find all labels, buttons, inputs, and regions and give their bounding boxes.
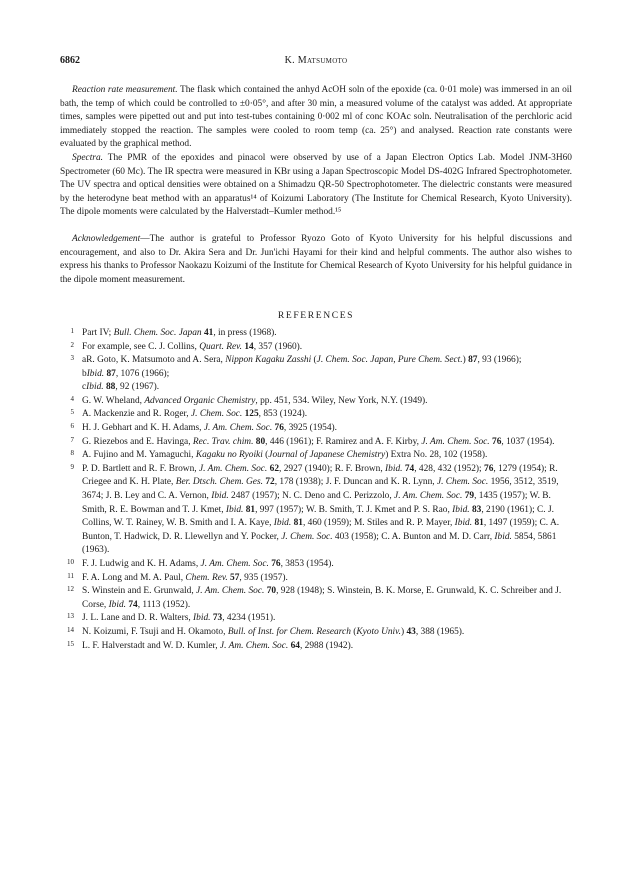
page-header	[60, 54, 572, 70]
reference-number: 11	[67, 571, 74, 580]
paragraph-text: The PMR of the epoxides and pinacol were observed by use of a Japan Electron Optics Lab. Model JNM-3H60 Spectrometer (60 Mc). The IR spectra were measured in KBr using a Japan Spectroscopic Model DS-402G Infrared Spectrophotometer. The UV spectra and optical densities were obtained on a Shimadzu QR-50 Spectrophotometer. The dielectric constants were measured by the heterodyne beat method with an apparatus¹⁴ of Koizumi Laboratory (The Institute for Chemical Research, Kyoto University). The dipole moments were calculated by the Halverstadt–Kumler method.¹⁵	[60, 152, 572, 218]
reference-text: P. D. Bartlett and R. F. Brown, J. Am. Chem. Soc. 62, 2927 (1940); R. F. Brown, Ibid. 74, 428, 432 (1952); 76, 1279 (1954); R. Criegee and K. H. Plate, Ber. Dtsch. Chem. Ges. 72, 178 (1938); J. F. Duncan and K. R. Lynn, J. Chem. Soc. 1956, 3512, 3519, 3674; J. B. Ley and C. A. Vernon, Ibid. 2487 (1957); N. C. Deno and C. Perizzolo, J. Am. Chem. Soc. 79, 1435 (1957); W. B. Smith, R. E. Bowman and T. J. Kmet, Ibid. 81, 997 (1957); W. B. Smith, T. J. Kmet and P. S. Rao, Ibid. 83, 2190 (1961); C. J. Collins, W. T. Rainey, W. B. Smith and I. A. Kaye, Ibid. 81, 460 (1959); M. Stiles and R. P. Mayer, Ibid. 81, 1497 (1959); C. A. Bunton, T. Hadwick, D. R. Llewellyn and Y. Pocker, J. Chem. Soc. 403 (1958); C. A. Bunton and M. D. Carr, Ibid. 5854, 5861 (1963).	[82, 463, 560, 556]
reference-text: G. W. Wheland, Advanced Organic Chemistry, pp. 451, 534. Wiley, New York, N.Y. (1949).	[82, 395, 428, 406]
reference-number: 12	[67, 585, 74, 594]
reference-number: 14	[67, 625, 74, 634]
reference-item	[60, 626, 572, 640]
reference-item	[60, 449, 572, 463]
reference-item	[60, 572, 572, 586]
reference-text: For example, see C. J. Collins, Quart. Rev. 14, 357 (1960).	[82, 341, 303, 352]
reference-text: cIbid. 88, 92 (1967).	[82, 382, 160, 393]
reference-item	[60, 354, 572, 368]
section-lead-acknowledgement: Acknowledgement	[72, 233, 141, 244]
reference-number: 6	[70, 422, 74, 431]
reference-text: bIbid. 87, 1076 (1966);	[82, 368, 170, 379]
reference-number: 4	[70, 394, 74, 403]
reference-number: 15	[67, 639, 74, 648]
reference-text: G. Riezebos and E. Havinga, Rec. Trav. chim. 80, 446 (1961); F. Ramirez and A. F. Kirby, J. Am. Chem. Soc. 76, 1037 (1954).	[82, 436, 555, 447]
reference-text: N. Koizumi, F. Tsuji and H. Okamoto, Bull. of Inst. for Chem. Research (Kyoto Univ.) 43, 388 (1965).	[82, 626, 465, 637]
reference-item	[60, 422, 572, 436]
section-lead-spectra: Spectra.	[72, 152, 103, 163]
reference-item	[60, 408, 572, 422]
reference-number: 8	[70, 449, 74, 458]
reference-item	[60, 341, 572, 355]
reference-text: Part IV; Bull. Chem. Soc. Japan 41, in press (1968).	[82, 327, 277, 338]
reference-item	[60, 640, 572, 654]
reference-number: 5	[70, 408, 74, 417]
section-lead-reaction-rate: Reaction rate measurement.	[72, 85, 178, 95]
reference-text: H. J. Gebhart and K. H. Adams, J. Am. Chem. Soc. 76, 3925 (1954).	[82, 423, 338, 434]
reference-number: 2	[70, 340, 74, 349]
reference-number: 10	[67, 558, 74, 566]
paragraph-spectra	[60, 152, 572, 220]
running-head	[60, 54, 572, 68]
reference-number: 13	[67, 612, 74, 621]
reference-item	[60, 368, 572, 382]
reference-text: J. L. Lane and D. R. Walters, Ibid. 73, 4234 (1951).	[82, 613, 276, 624]
paragraph-reaction-rate	[60, 84, 572, 152]
reference-item	[60, 436, 572, 450]
paragraph-text: —The author is grateful to Professor Ryozo Goto of Kyoto University for his helpful discussions and encouragement, and also to Dr. Akira Sera and Dr. Jun'ichi Hayami for their kind and helpful comments. The author also wishes to express his thanks to Professor Naokazu Koizumi of the Institute for Chemical Research of Kyoto University for his helpful guidance in the dipole moment measurement.	[60, 233, 572, 285]
reference-number: 1	[70, 326, 74, 335]
reference-number: 9	[70, 462, 74, 471]
running-head-surname: atsumoto	[306, 55, 348, 66]
page-number: 6862	[60, 55, 80, 66]
reference-text: A. Fujino and M. Yamaguchi, Kagaku no Ryoiki (Journal of Japanese Chemistry) Extra No. 28, 102 (1958).	[82, 450, 488, 461]
reference-text: A. Mackenzie and R. Roger, J. Chem. Soc. 125, 853 (1924).	[82, 409, 308, 420]
page	[60, 54, 572, 653]
reference-item	[60, 463, 572, 558]
reference-text: aR. Goto, K. Matsumoto and A. Sera, Nippon Kagaku Zasshi (J. Chem. Soc. Japan, Pure Chem. Sect.) 87, 93 (1966);	[82, 355, 522, 366]
paragraph-acknowledgement	[60, 233, 572, 287]
reference-item	[60, 585, 572, 612]
references-title: REFERENCES	[277, 310, 355, 322]
reference-item	[60, 558, 572, 572]
reference-number: 7	[70, 435, 74, 444]
reference-item	[60, 612, 572, 626]
running-head-initial: K. M	[284, 55, 307, 66]
reference-text: F. A. Long and M. A. Paul, Chem. Rev. 57, 935 (1957).	[82, 572, 288, 583]
reference-text: S. Winstein and E. Grunwald, J. Am. Chem. Soc. 70, 928 (1948); S. Winstein, B. K. Morse, E. Grunwald, K. C. Schreiber and J. Corse, Ibid. 74, 1113 (1952).	[82, 586, 562, 610]
reference-text: F. J. Ludwig and K. H. Adams, J. Am. Chem. Soc. 76, 3853 (1954).	[82, 559, 334, 569]
reference-text: L. F. Halverstadt and W. D. Kumler, J. Am. Chem. Soc. 64, 2988 (1942).	[82, 640, 354, 651]
reference-item	[60, 327, 572, 341]
paragraph-text: The flask which contained the anhyd AcOH soln of the epoxide (ca. 0·01 mole) was immersed in an oil bath, the temp of which could be controlled to ±0·05°, and after 30 min, a measured volume of the catalyst was added. At appropriate times, samples were pipetted out and put into test-tubes containing 0·002 ml of conc KOAc soln. Neutralisation of the perchloric acid immediately stopped the reaction. The samples were cooled to room temp (ca. 25°) and analysed. Reaction rate constants were evaluated by the graphical method.	[60, 85, 572, 150]
references-list	[60, 327, 572, 653]
reference-number: 3	[70, 354, 74, 363]
reference-item	[60, 395, 572, 409]
reference-item	[60, 381, 572, 395]
